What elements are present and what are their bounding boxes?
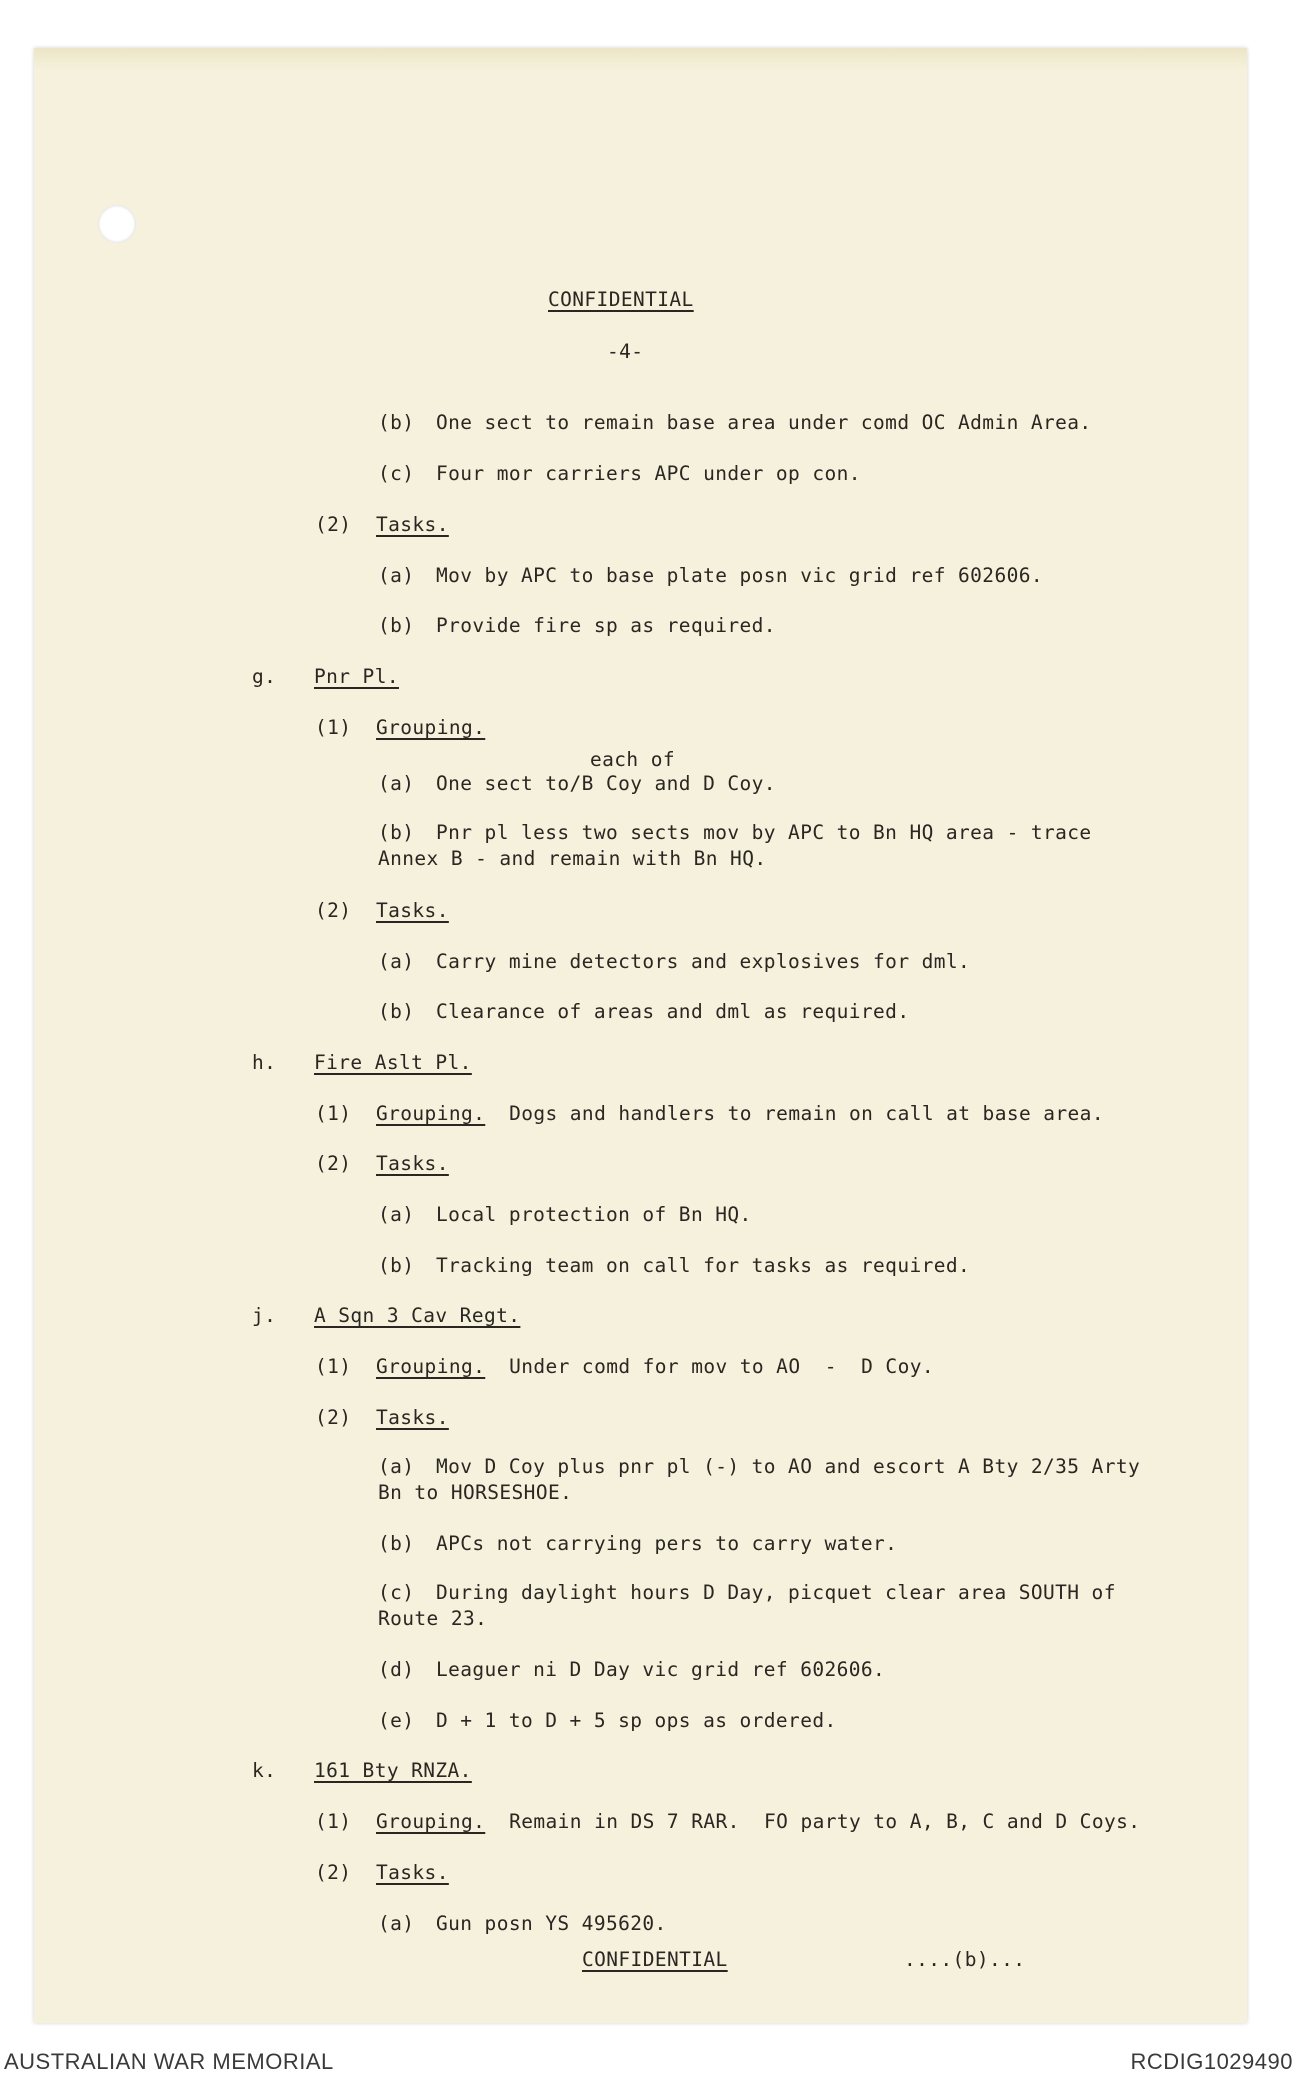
paragraph-number: (d) — [378, 1658, 415, 1681]
paragraph-number: (a) — [378, 564, 415, 587]
paragraph-number: (1) — [315, 1355, 352, 1378]
paragraph-number: (2) — [315, 1861, 352, 1884]
paragraph-number: (a) — [378, 772, 415, 795]
paragraph-text: Mov D Coy plus pnr pl (-) to AO and escort A Bty 2/35 Arty — [436, 1455, 1141, 1478]
paragraph-text: During daylight hours D Day, picquet clear area SOUTH of — [436, 1581, 1116, 1604]
paragraph-heading: Tasks. — [376, 899, 449, 922]
paragraph-text: Mov by APC to base plate posn vic grid ref 602606. — [436, 564, 1043, 587]
paragraph-text: Leaguer ni D Day vic grid ref 602606. — [436, 1658, 886, 1681]
paragraph-text: One sect to remain base area under comd OC Admin Area. — [436, 411, 1092, 434]
paragraph-text: Local protection of Bn HQ. — [436, 1203, 752, 1226]
paragraph-number: (b) — [378, 1254, 415, 1277]
paragraph-heading: A Sqn 3 Cav Regt. — [314, 1304, 521, 1327]
paragraph-text: Four mor carriers APC under op con. — [436, 462, 861, 485]
paragraph-heading: Tasks. — [376, 1152, 449, 1175]
page-number: -4- — [607, 340, 644, 363]
paragraph-continuation: Bn to HORSESHOE. — [378, 1481, 573, 1504]
paragraph-text: Remain in DS 7 RAR. FO party to A, B, C and D Coys. — [509, 1810, 1141, 1833]
footer-classification: CONFIDENTIAL — [582, 1948, 728, 1971]
paragraph-number: (1) — [315, 1102, 352, 1125]
paragraph-text: Tracking team on call for tasks as required. — [436, 1254, 971, 1277]
paragraph-text: Carry mine detectors and explosives for dml. — [436, 950, 971, 973]
paragraph-number: (b) — [378, 821, 415, 844]
paragraph-text: Pnr pl less two sects mov by APC to Bn HQ area - trace — [436, 821, 1092, 844]
paragraph-continuation: Annex B - and remain with Bn HQ. — [378, 847, 767, 870]
paragraph-heading: Grouping. — [376, 1102, 486, 1125]
paragraph-number: (b) — [378, 411, 415, 434]
paragraph-number: (a) — [378, 1455, 415, 1478]
header-classification: CONFIDENTIAL — [548, 288, 694, 311]
paragraph-text: Clearance of areas and dml as required. — [436, 1000, 910, 1023]
paragraph-number: (a) — [378, 950, 415, 973]
paragraph-text: D + 1 to D + 5 sp ops as ordered. — [436, 1709, 837, 1732]
paragraph-heading: Tasks. — [376, 1861, 449, 1884]
paragraph-heading: Tasks. — [376, 1406, 449, 1429]
paragraph-number: g. — [252, 665, 277, 688]
paragraph-text: Gun posn YS 495620. — [436, 1912, 667, 1935]
paragraph-number: (2) — [315, 899, 352, 922]
paragraph-number: (b) — [378, 1532, 415, 1555]
paragraph-text: Under comd for mov to AO - D Coy. — [509, 1355, 934, 1378]
paragraph-number: (1) — [315, 1810, 352, 1833]
paragraph-number: (2) — [315, 1152, 352, 1175]
paragraph-heading: Tasks. — [376, 513, 449, 536]
paragraph-number: j. — [252, 1304, 277, 1327]
paragraph-number: (e) — [378, 1709, 415, 1732]
paragraph-heading: Pnr Pl. — [314, 665, 399, 688]
paragraph-heading: Grouping. — [376, 716, 486, 739]
paragraph-text: Dogs and handlers to remain on call at base area. — [509, 1102, 1104, 1125]
paragraph-number: k. — [252, 1759, 277, 1782]
paragraph-number: (c) — [378, 462, 415, 485]
punch-hole — [98, 205, 136, 243]
paragraph-text: Provide fire sp as required. — [436, 614, 776, 637]
paragraph-number: h. — [252, 1051, 277, 1074]
paragraph-heading: Grouping. — [376, 1355, 486, 1378]
handwritten-insertion: each of — [590, 748, 675, 771]
paragraph-number: (c) — [378, 1581, 415, 1604]
paragraph-continuation: Route 23. — [378, 1607, 488, 1630]
paragraph-heading: 161 Bty RNZA. — [314, 1759, 472, 1782]
archive-footer-right: RCDIG1029490 — [1130, 2049, 1293, 2074]
paragraph-number: (b) — [378, 1000, 415, 1023]
continuation-marker: ....(b)... — [904, 1948, 1026, 1971]
paragraph-heading: Fire Aslt Pl. — [314, 1051, 472, 1074]
paragraph-number: (2) — [315, 513, 352, 536]
paragraph-number: (2) — [315, 1406, 352, 1429]
paragraph-heading: Grouping. — [376, 1810, 486, 1833]
paragraph-number: (a) — [378, 1203, 415, 1226]
paragraph-number: (b) — [378, 614, 415, 637]
paragraph-number: (1) — [315, 716, 352, 739]
paragraph-number: (a) — [378, 1912, 415, 1935]
archive-footer-left: AUSTRALIAN WAR MEMORIAL — [4, 2049, 334, 2074]
paragraph-text: APCs not carrying pers to carry water. — [436, 1532, 898, 1555]
paragraph-text: One sect to/B Coy and D Coy. — [436, 772, 776, 795]
